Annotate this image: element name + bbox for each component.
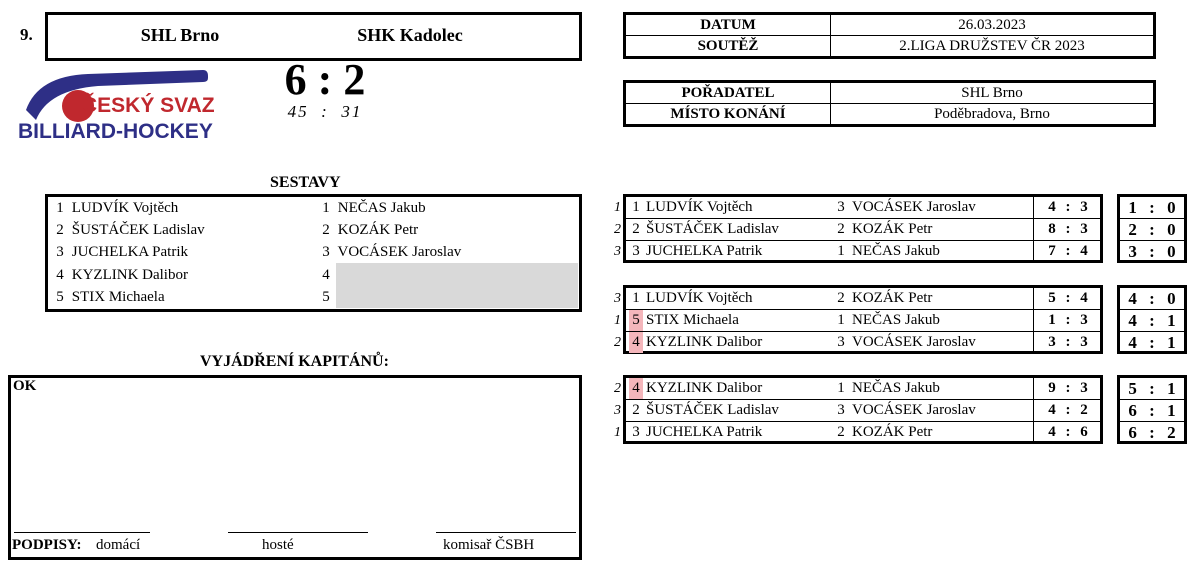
game-away-player: NEČAS Jakub [852, 380, 940, 396]
games-block [614, 194, 1103, 263]
captains-text: OK [13, 378, 37, 394]
lineup-away-name: VOCÁSEK Jaroslav [337, 244, 462, 260]
game-away-player: KOZÁK Petr [852, 424, 933, 440]
game-away-player: VOCÁSEK Jaroslav [852, 334, 976, 350]
match-info-table [623, 12, 1156, 59]
soutez-label: SOUTĚŽ [625, 36, 831, 58]
misto-value: Poděbradova, Brno [831, 104, 1155, 126]
game-row [614, 378, 1100, 400]
game-away-position: 3 [837, 402, 845, 418]
game-row [614, 288, 1100, 310]
lineup-away-row [318, 264, 334, 286]
game-row [614, 219, 1100, 241]
final-score: 6 : 2 [284, 55, 366, 104]
game-home-position: 4 [629, 332, 643, 353]
poradatel-value: SHL Brno [831, 82, 1155, 104]
lineup-home-name: STIX Michaela [71, 289, 165, 305]
game-row [614, 197, 1100, 219]
signature-commissioner-label: komisař ČSBH [443, 537, 535, 553]
lineup-home-number: 4 [56, 267, 64, 283]
score-column-divider [1033, 288, 1034, 351]
running-total: 2 : 0 [1120, 219, 1184, 241]
lineup-away-number: 4 [322, 267, 330, 283]
game-away-player: VOCÁSEK Jaroslav [852, 199, 976, 215]
datum-label: DATUM [625, 14, 831, 36]
game-away-position: 3 [837, 199, 845, 215]
lineup-home-row [52, 264, 188, 286]
game-row [614, 422, 1100, 443]
signature-home-label: domácí [96, 537, 141, 553]
game-score: 8 : 3 [1048, 221, 1088, 237]
lineup-home-number: 5 [56, 289, 64, 305]
lineup-away-number: 1 [322, 200, 330, 216]
lineup-home-number: 3 [56, 244, 64, 260]
lineup-home-name: ŠUSTÁČEK Ladislav [71, 222, 205, 238]
game-away-player: KOZÁK Petr [852, 221, 933, 237]
game-row [614, 332, 1100, 353]
game-home-position: 1 [632, 199, 640, 215]
game-home-player: LUDVÍK Vojtěch [646, 199, 753, 215]
game-home-player: JUCHELKA Patrik [646, 424, 763, 440]
game-home-position: 3 [632, 243, 640, 259]
game-home-position: 2 [632, 221, 640, 237]
signatures-label: PODPISY: [12, 537, 82, 553]
datum-value: 26.03.2023 [831, 14, 1155, 36]
game-table-index: 2 [614, 222, 621, 237]
soutez-value: 2.LIGA DRUŽSTEV ČR 2023 [831, 36, 1155, 58]
lineup-away-row [318, 286, 334, 308]
game-table-index: 3 [614, 403, 621, 418]
game-home-player: ŠUSTÁČEK Ladislav [646, 221, 779, 237]
lineup-away-number: 2 [322, 222, 330, 238]
score-column-divider [1033, 197, 1034, 260]
lineup-away-row [318, 241, 461, 263]
lineup-home-name: JUCHELKA Patrik [71, 244, 188, 260]
running-total-block [1117, 194, 1187, 263]
score-column-divider [1033, 378, 1034, 441]
running-total: 4 : 1 [1120, 310, 1184, 332]
games-block [614, 375, 1103, 444]
game-home-position: 5 [629, 310, 643, 331]
game-home-player: LUDVÍK Vojtěch [646, 290, 753, 306]
lineup-away-number: 3 [322, 244, 330, 260]
game-home-position: 1 [632, 290, 640, 306]
signature-line-commissioner [436, 532, 576, 533]
lineup-home-row [52, 197, 178, 219]
game-home-player: KYZLINK Dalibor [646, 380, 763, 396]
game-table-index: 3 [614, 291, 621, 306]
game-away-position: 1 [837, 312, 845, 328]
running-total: 6 : 2 [1128, 423, 1176, 442]
game-score: 4 : 3 [1048, 199, 1088, 215]
lineup-home-row [52, 286, 165, 308]
lineup-away-name: NEČAS Jakub [337, 200, 426, 216]
empty-slots [336, 263, 578, 308]
match-number: 9. [20, 25, 33, 44]
lineup-home-number: 1 [56, 200, 64, 216]
game-score: 4 : 6 [1048, 424, 1088, 440]
game-away-position: 2 [837, 221, 845, 237]
game-away-position: 2 [837, 290, 845, 306]
lineup-away-row [318, 219, 418, 241]
lineup-home-number: 2 [56, 222, 64, 238]
lineup-away-number: 5 [322, 289, 330, 305]
logo-text-line2: BILLIARD-HOCKEY [18, 120, 213, 143]
lineup-home-row [52, 219, 205, 241]
signature-away-label: hosté [262, 537, 294, 553]
logo-text-line1: ČESKÝ SVAZ [82, 94, 215, 117]
running-total-block [1117, 375, 1187, 444]
game-score: 7 : 4 [1048, 243, 1088, 259]
game-row [614, 241, 1100, 262]
game-home-position: 2 [632, 402, 640, 418]
lineup-away-row [318, 197, 426, 219]
captains-title: VYJÁDŘENÍ KAPITÁNŮ: [200, 353, 389, 370]
game-away-position: 2 [837, 424, 845, 440]
game-home-player: ŠUSTÁČEK Ladislav [646, 402, 779, 418]
game-away-position: 3 [837, 334, 845, 350]
running-total: 6 : 1 [1120, 400, 1184, 422]
game-table-index: 3 [614, 244, 621, 259]
game-score: 1 : 3 [1048, 312, 1088, 328]
lineup-home-row [52, 241, 188, 263]
signature-line-away [228, 532, 368, 533]
game-home-position: 4 [629, 378, 643, 399]
running-total: 4 : 0 [1120, 288, 1184, 310]
running-total: 5 : 1 [1120, 378, 1184, 400]
game-home-player: KYZLINK Dalibor [646, 334, 763, 350]
lineup-away-name: KOZÁK Petr [337, 222, 419, 238]
game-table-index: 2 [614, 335, 621, 350]
running-total: 4 : 1 [1128, 333, 1176, 352]
game-home-player: JUCHELKA Patrik [646, 243, 763, 259]
running-total: 3 : 0 [1128, 242, 1176, 261]
organizer-table [623, 80, 1156, 127]
game-away-player: KOZÁK Petr [852, 290, 933, 306]
goal-score: 45 : 31 [287, 102, 363, 121]
game-table-index: 1 [614, 200, 621, 215]
lineup-home-name: LUDVÍK Vojtěch [71, 200, 179, 216]
game-score: 9 : 3 [1048, 380, 1088, 396]
home-team: SHL Brno [140, 25, 220, 45]
game-table-index: 2 [614, 381, 621, 396]
game-score: 3 : 3 [1048, 334, 1088, 350]
signature-line-home [14, 532, 150, 533]
game-table-index: 1 [614, 313, 621, 328]
game-away-player: NEČAS Jakub [852, 312, 940, 328]
game-score: 4 : 2 [1048, 402, 1088, 418]
game-away-position: 1 [837, 243, 845, 259]
game-row [614, 400, 1100, 422]
game-table-index: 1 [614, 425, 621, 440]
misto-label: MÍSTO KONÁNÍ [625, 104, 831, 126]
games-block [614, 285, 1103, 354]
game-away-player: NEČAS Jakub [852, 243, 940, 259]
game-row [614, 310, 1100, 332]
game-home-position: 3 [632, 424, 640, 440]
poradatel-label: POŘADATEL [625, 82, 831, 104]
away-team: SHK Kadolec [357, 25, 463, 45]
lineup-home-name: KYZLINK Dalibor [71, 267, 188, 283]
lineups-title: SESTAVY [270, 174, 341, 191]
game-away-position: 1 [837, 380, 845, 396]
running-total: 1 : 0 [1120, 197, 1184, 219]
running-total-block [1117, 285, 1187, 354]
game-home-player: STIX Michaela [646, 312, 739, 328]
game-score: 5 : 4 [1048, 290, 1088, 306]
game-away-player: VOCÁSEK Jaroslav [852, 402, 976, 418]
